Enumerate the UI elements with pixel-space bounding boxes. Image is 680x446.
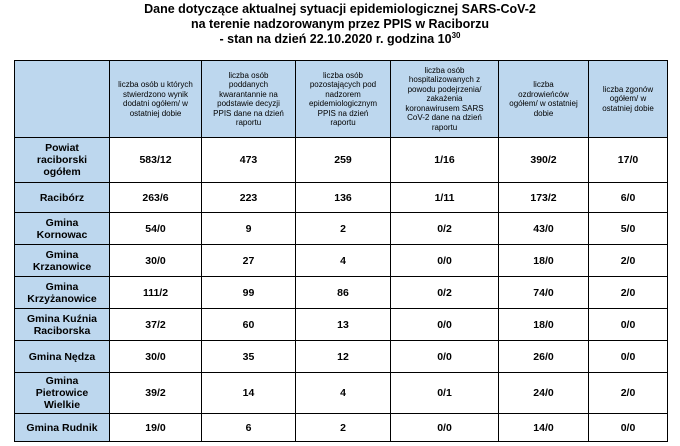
table-cell: 1/16 — [391, 138, 499, 183]
table-cell: 13 — [296, 309, 391, 341]
table-cell: 6/0 — [589, 183, 668, 213]
table-cell: 5/0 — [589, 213, 668, 245]
table-cell: 0/2 — [391, 277, 499, 309]
table-cell: 12 — [296, 341, 391, 373]
table-cell: 74/0 — [499, 277, 589, 309]
row-label — [15, 245, 110, 277]
row-label-line: Pietrowice — [35, 387, 89, 399]
table-row — [15, 138, 668, 183]
table-cell: 9 — [202, 213, 296, 245]
table-cell: 0/1 — [391, 373, 499, 414]
table-cell: 0/0 — [589, 341, 668, 373]
title-line-3-main: - stan na dzień 22.10.2020 r. godzina 10 — [219, 32, 452, 46]
table-cell: 18/0 — [499, 309, 589, 341]
table-cell: 24/0 — [499, 373, 589, 414]
table-row — [15, 309, 668, 341]
table-row — [15, 373, 668, 414]
table-cell: 259 — [296, 138, 391, 183]
table-cell: 4 — [296, 245, 391, 277]
row-label-line: Gmina Rudnik — [26, 421, 98, 434]
row-label-line: Gmina — [45, 375, 79, 387]
table-row — [15, 341, 668, 373]
column-header-label: liczba osób poddanych kwarantannie na podstawie decyzji PPIS dane na dzień raportu — [213, 70, 284, 127]
row-label — [15, 277, 110, 309]
table-cell: 390/2 — [499, 138, 589, 183]
column-header-label: liczba osób hospitalizowanych z powodu podejrzenia/ zakażenia koronawirusem SARS CoV-2 dane na dzień raportu — [405, 65, 484, 132]
row-label — [15, 341, 110, 373]
table-cell: 39/2 — [110, 373, 202, 414]
table-cell: 14/0 — [499, 414, 589, 442]
table-cell: 0/0 — [391, 341, 499, 373]
table-cell: 54/0 — [110, 213, 202, 245]
table-cell: 60 — [202, 309, 296, 341]
table-cell: 37/2 — [110, 309, 202, 341]
row-label-line: Gmina — [45, 216, 79, 229]
table-cell: 136 — [296, 183, 391, 213]
row-label-line: Krzanowice — [32, 260, 92, 273]
table-cell: 111/2 — [110, 277, 202, 309]
row-label-line: Wielkie — [43, 399, 81, 411]
row-label — [15, 373, 110, 414]
table-cell: 1/11 — [391, 183, 499, 213]
title-line-1: Dane dotyczące aktualnej sytuacji epidemiologicznej SARS-CoV-2 — [144, 2, 536, 16]
column-header — [110, 61, 202, 138]
table-cell: 30/0 — [110, 245, 202, 277]
row-label-line: raciborski — [36, 154, 88, 166]
table-row — [15, 213, 668, 245]
table-cell: 173/2 — [499, 183, 589, 213]
table-cell: 0/0 — [391, 245, 499, 277]
table-cell: 35 — [202, 341, 296, 373]
table-cell: 0/0 — [589, 309, 668, 341]
row-label-line: Kornowac — [36, 228, 88, 241]
column-header-label: liczba osób u których stwierdzono wynik dodatni ogółem/ w ostatniej dobie — [118, 80, 193, 118]
column-header — [296, 61, 391, 138]
report-title — [0, 2, 680, 47]
header-corner-cell — [15, 61, 110, 138]
epidemic-data-table — [14, 60, 668, 442]
title-line-3 — [0, 32, 680, 47]
table-cell: 473 — [202, 138, 296, 183]
table-cell: 30/0 — [110, 341, 202, 373]
row-label-line: Racibórz — [39, 191, 85, 204]
table-cell: 223 — [202, 183, 296, 213]
row-label-line: Gmina Nędza — [28, 350, 96, 363]
row-label-line: ogółem — [43, 166, 81, 178]
table-cell: 0/0 — [589, 414, 668, 442]
row-label-line: Powiat — [45, 142, 79, 154]
table-cell: 2/0 — [589, 373, 668, 414]
row-label-line: Gmina Kuźnia — [26, 312, 97, 325]
row-label — [15, 183, 110, 213]
table-cell: 14 — [202, 373, 296, 414]
table-cell: 2/0 — [589, 245, 668, 277]
row-label — [15, 213, 110, 245]
table-cell: 19/0 — [110, 414, 202, 442]
table-cell: 583/12 — [110, 138, 202, 183]
row-label — [15, 414, 110, 442]
table-cell: 99 — [202, 277, 296, 309]
column-header — [499, 61, 589, 138]
table-cell: 2 — [296, 213, 391, 245]
column-header — [589, 61, 668, 138]
table-cell: 43/0 — [499, 213, 589, 245]
table-body — [15, 61, 668, 442]
table-cell: 18/0 — [499, 245, 589, 277]
table-cell: 26/0 — [499, 341, 589, 373]
row-label-line: Krzyżanowice — [27, 292, 97, 305]
table-row — [15, 183, 668, 213]
table-cell: 0/0 — [391, 414, 499, 442]
column-header — [391, 61, 499, 138]
table-cell: 263/6 — [110, 183, 202, 213]
table-cell: 6 — [202, 414, 296, 442]
table-row — [15, 245, 668, 277]
column-header-label: liczba ozdrowieńców ogółem/ w ostatniej dobie — [509, 80, 578, 118]
table-cell: 0/2 — [391, 213, 499, 245]
table-cell: 27 — [202, 245, 296, 277]
table-row — [15, 277, 668, 309]
row-label-line: Raciborska — [33, 324, 91, 337]
column-header-label: liczba osób pozostających pod nadzorem epidemiologicznym PPIS na dzień raportu — [308, 70, 378, 127]
row-label-line: Gmina — [45, 280, 79, 293]
table-row — [15, 414, 668, 442]
header-row — [15, 61, 668, 138]
row-label — [15, 138, 110, 183]
table-cell: 4 — [296, 373, 391, 414]
row-label-line: Gmina — [45, 248, 79, 261]
table-cell: 2 — [296, 414, 391, 442]
table-cell: 86 — [296, 277, 391, 309]
column-header-label: liczba zgonów ogółem/ w ostatniej dobie — [602, 84, 654, 113]
table-cell: 0/0 — [391, 309, 499, 341]
table-cell: 2/0 — [589, 277, 668, 309]
title-time-minutes: 30 — [451, 30, 461, 40]
title-line-2: na terenie nadzorowanym przez PPIS w Raciborzu — [191, 17, 489, 31]
table-cell: 17/0 — [589, 138, 668, 183]
row-label — [15, 309, 110, 341]
column-header — [202, 61, 296, 138]
